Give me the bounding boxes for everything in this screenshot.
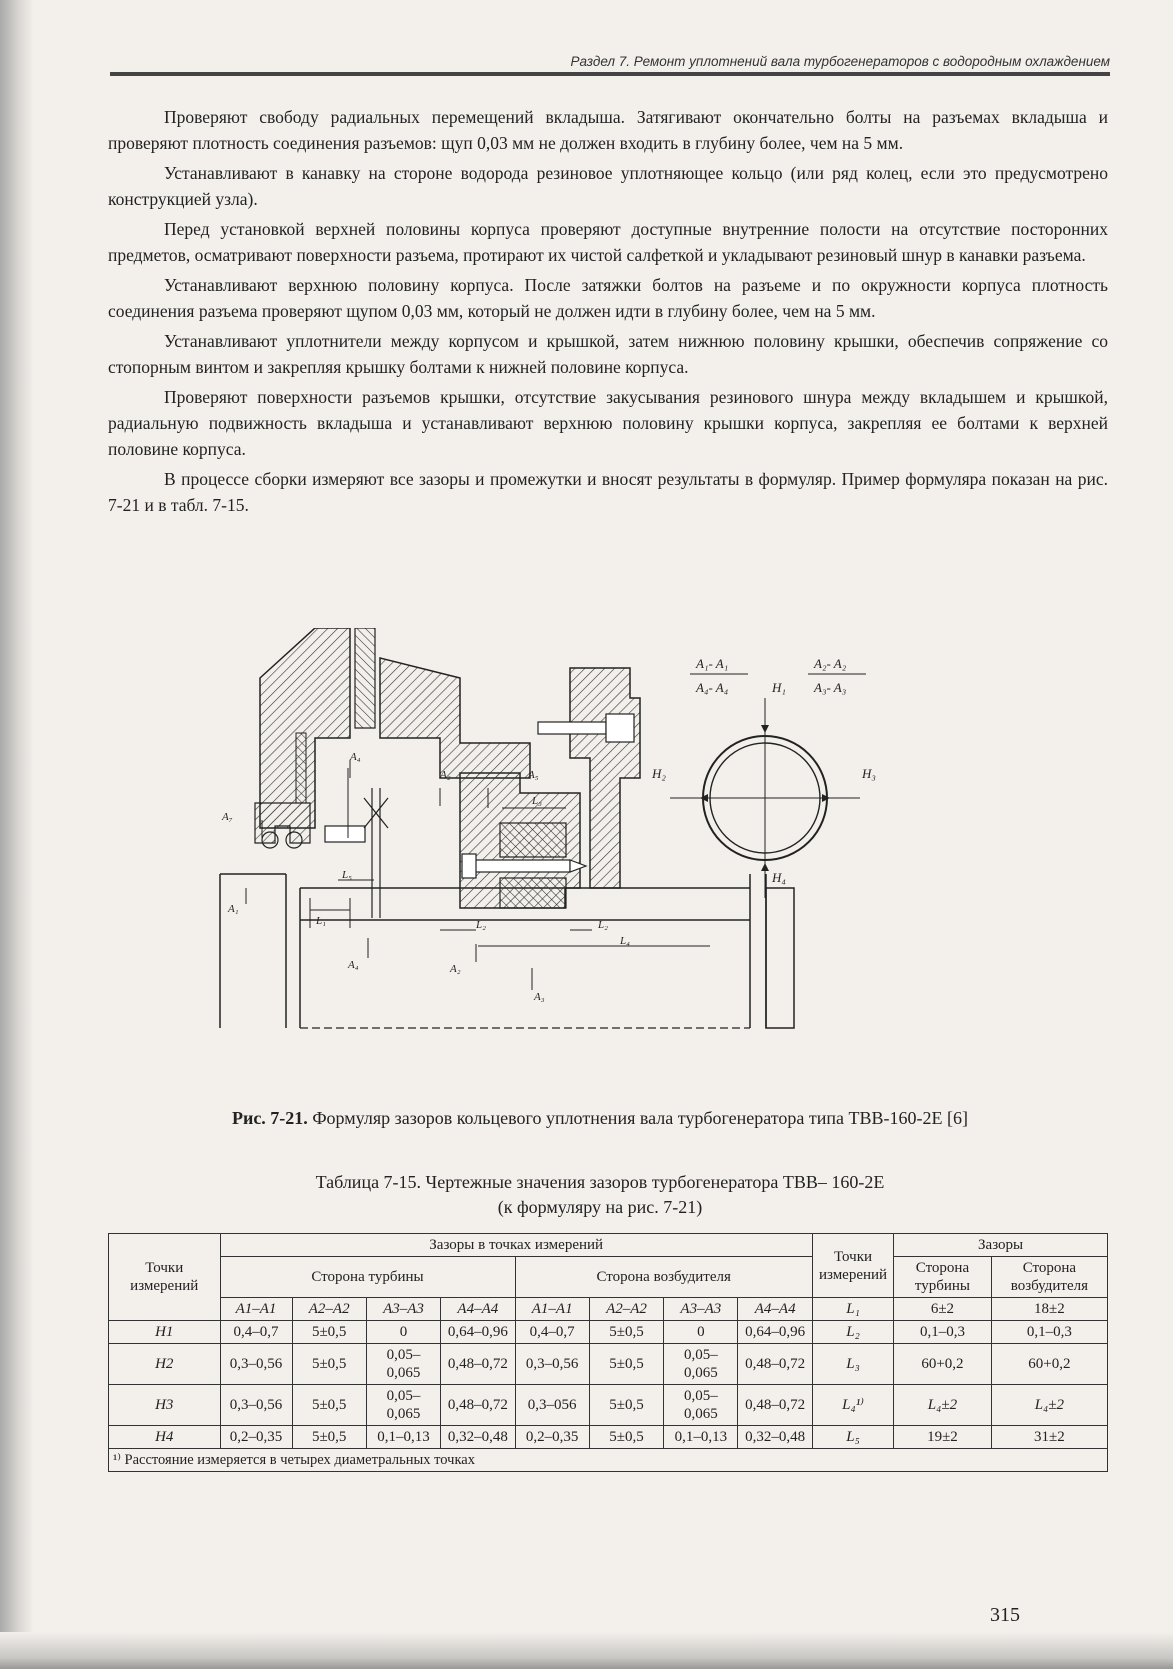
- cell: 0,3–0,56: [220, 1344, 292, 1385]
- cell: 5±0,5: [292, 1426, 366, 1449]
- figure-caption: [150, 1106, 1050, 1131]
- head-turbine-side: Сторона турбины: [220, 1257, 515, 1298]
- label-frac2-bottom: A₃- A₃: [814, 680, 847, 695]
- cell: 0,48–0,72: [738, 1344, 812, 1385]
- cell: 0,1–0,13: [366, 1426, 440, 1449]
- cell: 0,05–0,065: [664, 1344, 738, 1385]
- cell: 0,32–0,48: [441, 1426, 515, 1449]
- label-l2-right: L₂: [598, 919, 608, 931]
- cell: 5±0,5: [589, 1426, 663, 1449]
- label-frac2-top: A₂- A₂: [814, 656, 847, 671]
- row-exciter: 0,1–0,3: [991, 1321, 1107, 1344]
- cell: 0,2–0,35: [220, 1426, 292, 1449]
- table-title-line-2: (к формуляру на рис. 7-21): [497, 1197, 703, 1217]
- row-turbine: 19±2: [894, 1426, 992, 1449]
- col-label: A1–A1: [515, 1298, 589, 1321]
- label-a2-lower: A₂: [450, 963, 461, 975]
- row-l: L₅: [812, 1426, 893, 1449]
- paragraph: Устанавливают верхнюю половину корпуса. После затяжки болтов на разъеме и по окружности корпуса плотность соединения разъема проверяют щупом 0,03 мм, который не должен идти в глубину более, чем на 5 мм.: [108, 275, 1108, 321]
- cell: 0,05–0,065: [664, 1385, 738, 1426]
- table-header-row: [109, 1257, 1108, 1298]
- row-point: H2: [109, 1344, 221, 1385]
- paragraph: Проверяют свободу радиальных перемещений вкладыша. Затягивают окончательно болты на разъемах вкладыша и проверяют плотность соединения разъемов: щуп 0,03 мм не должен входить в глубину более, чем на 5 мм.: [108, 107, 1108, 153]
- cell: 5±0,5: [589, 1344, 663, 1385]
- label-h2: H₂: [652, 766, 666, 781]
- row-point: H4: [109, 1426, 221, 1449]
- cell: 0,3–0,56: [515, 1344, 589, 1385]
- cell: 0,48–0,72: [738, 1385, 812, 1426]
- row-exciter: L₄±2: [991, 1385, 1107, 1426]
- cell: 5±0,5: [292, 1344, 366, 1385]
- l1-label: L₁: [812, 1298, 893, 1321]
- cell: 0,48–0,72: [441, 1344, 515, 1385]
- cell: 0,4–0,7: [220, 1321, 292, 1344]
- caption-text: Формуляр зазоров кольцевого уплотнения вала турбогенератора типа ТВВ-160-2Е [6]: [312, 1108, 969, 1128]
- seal-drawing: [110, 628, 1070, 1102]
- body-text: [108, 104, 1108, 522]
- cell: 0,3–056: [515, 1385, 589, 1426]
- gap-table-wrap: [108, 1233, 1108, 1472]
- table-title-line-1: Таблица 7-15. Чертежные значения зазоров турбогенератора ТВВ– 160-2Е: [315, 1172, 885, 1192]
- col-label: A3–A3: [366, 1298, 440, 1321]
- table-row: [109, 1426, 1108, 1449]
- col-label: A4–A4: [441, 1298, 515, 1321]
- row-l: L₄¹⁾: [812, 1385, 893, 1426]
- paragraph: Перед установкой верхней половины корпуса проверяют доступные внутренние полости на отсутствие посторонних предметов, осматривают поверхности разъема, протирают их чистой салфеткой и укладывают резиновый шнур в канавки разъема.: [108, 219, 1108, 265]
- head-gaps-exciter: Сторона возбудителя: [991, 1257, 1107, 1298]
- label-l1: L₁: [316, 915, 326, 927]
- head-exciter-side: Сторона возбудителя: [515, 1257, 812, 1298]
- label-a4: A₄: [350, 751, 361, 763]
- label-a2: A₂: [440, 769, 451, 781]
- table-header-row: [109, 1298, 1108, 1321]
- paragraph: Устанавливают уплотнители между корпусом и крышкой, затем нижнюю половину крышки, обеспечив сопряжение со стопорным винтом и закрепляя крышку болтами к нижней половине корпуса.: [108, 331, 1108, 377]
- label-l5: L₅: [342, 869, 352, 881]
- label-h4: H₄: [772, 870, 786, 885]
- label-a1: A₁: [228, 903, 239, 915]
- page-number: 315: [990, 1604, 1020, 1626]
- label-l4: L₄: [620, 935, 630, 947]
- cell: 0: [366, 1321, 440, 1344]
- row-l: L₂: [812, 1321, 893, 1344]
- row-exciter: 60+0,2: [991, 1344, 1107, 1385]
- gap-table: [108, 1233, 1108, 1472]
- table-header-row: [109, 1234, 1108, 1257]
- paragraph: В процессе сборки измеряют все зазоры и промежутки и вносят результаты в формуляр. Пример формуляра показан на рис. 7-21 и в табл. 7-15.: [108, 469, 1108, 515]
- col-label: A1–A1: [220, 1298, 292, 1321]
- l1-exciter: 18±2: [991, 1298, 1107, 1321]
- cell: 0,4–0,7: [515, 1321, 589, 1344]
- section-view: [670, 674, 866, 898]
- l1-turbine: 6±2: [894, 1298, 992, 1321]
- cell: 0,1–0,13: [664, 1426, 738, 1449]
- cell: 0,3–0,56: [220, 1385, 292, 1426]
- label-h1: H₁: [772, 680, 786, 695]
- cell: 5±0,5: [292, 1385, 366, 1426]
- table-footnote-row: [109, 1449, 1108, 1472]
- row-point: H3: [109, 1385, 221, 1426]
- scan-shadow-bottom: [0, 1632, 1173, 1669]
- table-row: [109, 1385, 1108, 1426]
- row-turbine: L₄±2: [894, 1385, 992, 1426]
- label-a5: A₅: [528, 769, 539, 781]
- paragraph: Устанавливают в канавку на стороне водорода резиновое уплотняющее кольцо (или ряд колец, если это предусмотрено конструкцией узла).: [108, 163, 1108, 209]
- cell: 0,2–0,35: [515, 1426, 589, 1449]
- figure-7-21: [110, 628, 1070, 1102]
- row-turbine: 60+0,2: [894, 1344, 992, 1385]
- head-gaps-at-points: Зазоры в точках измерений: [220, 1234, 812, 1257]
- cell: 0,48–0,72: [441, 1385, 515, 1426]
- label-l3: L₃: [532, 795, 542, 807]
- running-head: Раздел 7. Ремонт уплотнений вала турбогенераторов с водородным охлаждением: [570, 54, 1110, 69]
- cell: 0,05–0,065: [366, 1344, 440, 1385]
- header-rule: [110, 72, 1110, 76]
- table-footnote: ¹⁾ Расстояние измеряется в четырех диаметральных точках: [109, 1449, 1108, 1472]
- row-turbine: 0,1–0,3: [894, 1321, 992, 1344]
- table-row: [109, 1321, 1108, 1344]
- cell: 5±0,5: [589, 1385, 663, 1426]
- table-title: [150, 1170, 1050, 1220]
- cell: 0,32–0,48: [738, 1426, 812, 1449]
- cell: 5±0,5: [292, 1321, 366, 1344]
- label-frac1-bottom: A₄- A₄: [696, 680, 729, 695]
- col-label: A2–A2: [589, 1298, 663, 1321]
- caption-number: Рис. 7-21.: [231, 1108, 308, 1128]
- table-row: [109, 1344, 1108, 1385]
- head-points: Точки измерений: [109, 1234, 221, 1321]
- row-exciter: 31±2: [991, 1426, 1107, 1449]
- label-frac1-top: A₁- A₁: [696, 656, 729, 671]
- head-gaps: Зазоры: [894, 1234, 1108, 1257]
- col-label: A2–A2: [292, 1298, 366, 1321]
- label-l2-left: L₂: [476, 919, 486, 931]
- cell: 5±0,5: [589, 1321, 663, 1344]
- row-l: L₃: [812, 1344, 893, 1385]
- head-meas-points: Точки измерений: [812, 1234, 893, 1298]
- row-point: H1: [109, 1321, 221, 1344]
- cell: 0,05–0,065: [366, 1385, 440, 1426]
- label-a7: A₇: [222, 811, 233, 823]
- paragraph: Проверяют поверхности разъемов крышки, отсутствие закусывания резинового шнура между вкладышем и крышкой, радиальную подвижность вкладыша и устанавливают верхнюю половину крышки корпуса, закрепляя ее болтами к верхней половине корпуса.: [108, 387, 1108, 459]
- cell: 0,64–0,96: [441, 1321, 515, 1344]
- scan-shadow-left: [0, 0, 34, 1669]
- col-label: A4–A4: [738, 1298, 812, 1321]
- cell: 0,64–0,96: [738, 1321, 812, 1344]
- label-a4-lower: A₄: [348, 959, 359, 971]
- head-gaps-turbine: Сторона турбины: [894, 1257, 992, 1298]
- label-h3: H₃: [862, 766, 876, 781]
- col-label: A3–A3: [664, 1298, 738, 1321]
- label-a3: A₃: [534, 991, 545, 1003]
- cell: 0: [664, 1321, 738, 1344]
